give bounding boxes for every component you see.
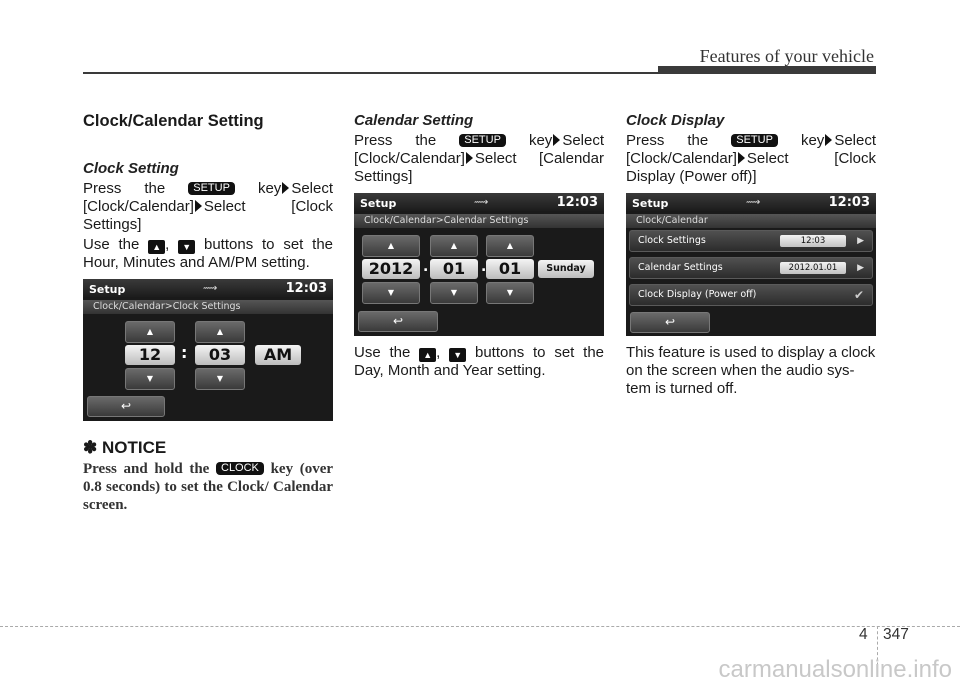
screen-clock: 12:03 (556, 195, 598, 210)
heading-clock-calendar-setting: Clock/Calendar Setting (83, 112, 264, 130)
text: Press the (626, 132, 709, 149)
menu-item-clock-settings[interactable] (629, 230, 873, 252)
paragraph-clock-display-description: This feature is used to display a clock on the screen when the audio sys- tem is turned off. (626, 344, 876, 397)
menu-item-label: Clock Display (Power off) (638, 289, 757, 300)
clock-key-icon: CLOCK (216, 462, 264, 475)
footer-rule (0, 626, 960, 627)
arrow-right-icon (466, 152, 473, 164)
chapter-number: 4 (859, 626, 868, 643)
text: Select [Clock Display (Power off)] (626, 150, 876, 185)
month-down-button[interactable]: ▼ (430, 282, 478, 304)
section-title: Features of your vehicle (699, 46, 874, 66)
text: Use the (83, 236, 140, 253)
down-button-icon: ▼ (178, 240, 195, 254)
screen-breadcrumb: Clock/Calendar (626, 214, 876, 228)
text: Select [Calendar Settings] (354, 150, 604, 185)
screen-clock: 12:03 (828, 195, 870, 210)
back-button[interactable]: ↩ (358, 311, 438, 332)
back-button[interactable]: ↩ (87, 396, 165, 417)
month-up-button[interactable]: ▲ (430, 235, 478, 257)
hour-down-button[interactable]: ▼ (125, 368, 175, 390)
text: Select [Clock/Calendar] (626, 132, 877, 167)
menu-item-clock-display[interactable] (629, 284, 873, 306)
setup-key-icon: SETUP (188, 182, 235, 195)
day-value: 01 (486, 259, 534, 279)
text: Press the (354, 132, 437, 149)
up-button-icon: ▲ (148, 240, 165, 254)
date-separator: . (423, 259, 429, 275)
clock-calendar-menu-screen (626, 193, 876, 336)
subheading-clock-display: Clock Display (626, 112, 725, 129)
year-value: 2012 (362, 259, 420, 279)
ampm-toggle[interactable]: AM (255, 345, 301, 365)
down-button-icon: ▼ (449, 348, 466, 362)
text: key (800, 132, 825, 149)
minute-down-button[interactable]: ▼ (195, 368, 245, 390)
screen-title: Setup (89, 283, 126, 296)
chevron-right-icon: ▶ (857, 236, 864, 246)
header-rule-accent (658, 66, 876, 74)
paragraph-clock-setting-instructions (83, 180, 333, 234)
screen-title: Setup (632, 197, 669, 210)
paragraph-clock-buttons (83, 236, 333, 272)
arrow-right-icon (553, 134, 560, 146)
text: key (528, 132, 553, 149)
chevron-right-icon: ▶ (857, 263, 864, 273)
minute-value: 03 (195, 345, 245, 365)
text: , (165, 236, 170, 253)
minute-up-button[interactable]: ▲ (195, 321, 245, 343)
arrow-right-icon (282, 182, 289, 194)
usb-icon: ⟿ (746, 197, 761, 208)
menu-item-value: 12:03 (780, 235, 846, 247)
arrow-right-icon (825, 134, 832, 146)
text: Select [Clock Settings] (83, 198, 333, 233)
screen-title: Setup (360, 197, 397, 210)
text: Press and hold the (83, 461, 210, 477)
notice-heading: ✽ NOTICE (83, 438, 167, 457)
text: key (over 0.8 seconds) to set the Clock/ Calendar screen. (83, 461, 334, 513)
screen-breadcrumb: Clock/Calendar>Clock Settings (83, 300, 333, 314)
time-separator: : (181, 343, 188, 362)
arrow-right-icon (738, 152, 745, 164)
text: buttons to set the Hour, Minutes and AM/PM setting. (83, 236, 334, 271)
setup-key-icon: SETUP (731, 134, 778, 147)
menu-item-label: Calendar Settings (638, 262, 723, 273)
day-down-button[interactable]: ▼ (486, 282, 534, 304)
menu-item-label: Clock Settings (638, 235, 706, 246)
text: Select [Clock/Calendar] (354, 132, 605, 167)
usb-icon: ⟿ (474, 197, 489, 208)
text: Press the (83, 180, 166, 197)
screen-breadcrumb: Clock/Calendar>Calendar Settings (354, 214, 604, 228)
year-down-button[interactable]: ▼ (362, 282, 420, 304)
setup-key-icon: SETUP (459, 134, 506, 147)
year-up-button[interactable]: ▲ (362, 235, 420, 257)
page-number: 347 (883, 626, 909, 643)
month-value: 01 (430, 259, 478, 279)
notice-text (83, 460, 333, 514)
clock-settings-screen (83, 279, 333, 421)
subheading-clock-setting: Clock Setting (83, 160, 179, 177)
text: key (257, 180, 282, 197)
text: Use the (354, 344, 411, 361)
paragraph-calendar-buttons (354, 344, 604, 380)
hour-up-button[interactable]: ▲ (125, 321, 175, 343)
subheading-calendar-setting: Calendar Setting (354, 112, 474, 129)
menu-item-value: 2012.01.01 (780, 262, 846, 274)
text: Select [Clock/Calendar] (83, 180, 334, 215)
paragraph-calendar-instructions (354, 132, 604, 186)
watermark: carmanualsonline.info (718, 656, 952, 683)
arrow-right-icon (195, 200, 202, 212)
date-separator: . (481, 259, 487, 275)
paragraph-clock-display-instructions (626, 132, 876, 186)
hour-value: 12 (125, 345, 175, 365)
weekday-value: Sunday (538, 260, 594, 278)
back-button[interactable]: ↩ (630, 312, 710, 333)
text: buttons to set the Day, Month and Year setting. (354, 344, 605, 379)
up-button-icon: ▲ (419, 348, 436, 362)
check-icon: ✔ (853, 288, 864, 302)
usb-icon: ⟿ (203, 283, 218, 294)
menu-item-calendar-settings[interactable] (629, 257, 873, 279)
day-up-button[interactable]: ▲ (486, 235, 534, 257)
text: , (436, 344, 441, 361)
calendar-settings-screen (354, 193, 604, 336)
screen-clock: 12:03 (285, 281, 327, 296)
